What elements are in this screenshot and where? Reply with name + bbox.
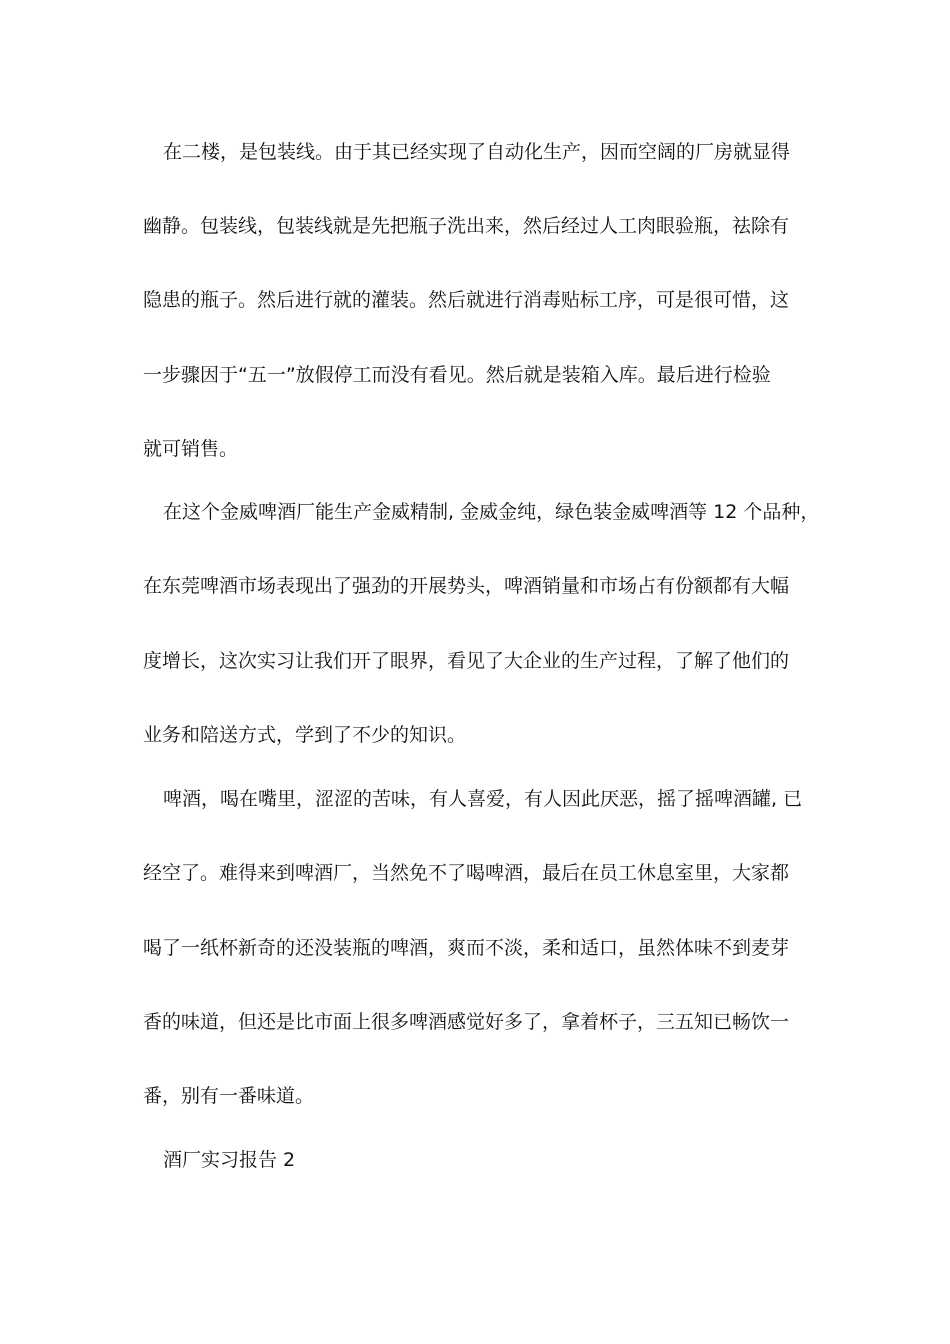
paragraph-3-line-3: 喝了一纸杯新奇的还没装瓶的啤酒，爽而不淡，柔和适口，虽然体味不到麦芽 (143, 937, 790, 959)
paragraph-2-line-2: 在东莞啤酒市场表现出了强劲的开展势头，啤酒销量和市场占有份额都有大幅 (143, 575, 790, 597)
paragraph-3-line-1: 啤酒，喝在嘴里，涩涩的苦味，有人喜爱，有人因此厌恶，摇了摇啤酒罐, 已 (163, 788, 803, 810)
paragraph-3-line-2: 经空了。难得来到啤酒厂，当然免不了喝啤酒，最后在员工休息室里，大家都 (143, 862, 790, 884)
section-heading: 酒厂实习报告 2 (163, 1149, 296, 1171)
paragraph-2-line-1: 在这个金威啤酒厂能生产金威精制, 金威金纯，绿色装金威啤酒等 12 个品种， (163, 501, 820, 523)
paragraph-3-line-5: 番，别有一番味道。 (143, 1085, 315, 1107)
paragraph-1-line-2: 幽静。包装线，包装线就是先把瓶子洗出来，然后经过人工肉眼验瓶，祛除有 (143, 215, 790, 237)
paragraph-1-line-1: 在二楼，是包装线。由于其已经实现了自动化生产，因而空阔的厂房就显得 (163, 141, 791, 163)
paragraph-1-line-5: 就可销售。 (143, 438, 239, 460)
paragraph-2-line-3: 度增长，这次实习让我们开了眼界，看见了大企业的生产过程，了解了他们的 (143, 650, 790, 672)
paragraph-2-line-4: 业务和陪送方式，学到了不少的知识。 (143, 724, 467, 746)
paragraph-3-line-4: 香的味道，但还是比市面上很多啤酒感觉好多了，拿着杯子，三五知已畅饮一 (143, 1011, 790, 1033)
paragraph-1-line-3: 隐患的瓶子。然后进行就的灌装。然后就进行消毒贴标工序，可是很可惜，这 (143, 289, 790, 311)
paragraph-1-line-4: 一步骤因于“五一”放假停工而没有看见。然后就是装箱入库。最后进行检验 (143, 364, 771, 386)
